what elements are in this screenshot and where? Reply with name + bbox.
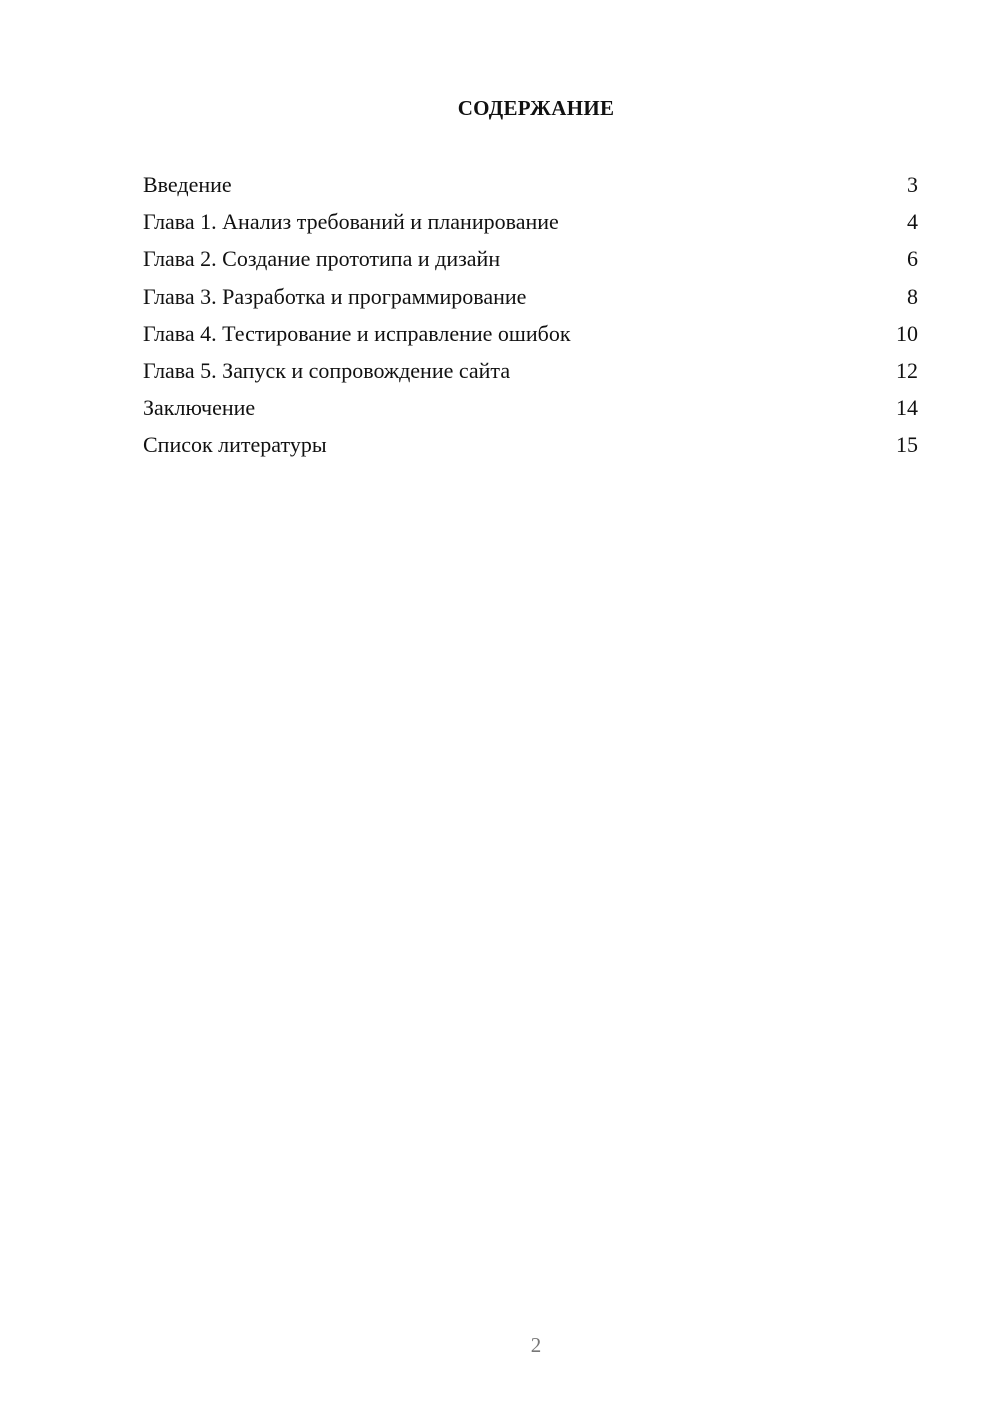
- toc-entry-title: Глава 5. Запуск и сопровождение сайта: [143, 357, 511, 383]
- toc-entry-page: 12: [896, 357, 918, 383]
- page-number: 2: [530, 1333, 542, 1357]
- table-of-contents: [143, 170, 918, 468]
- toc-entry: [143, 207, 918, 244]
- toc-entry: [143, 319, 918, 356]
- toc-entry-page: 6: [907, 246, 918, 272]
- toc-entry: [143, 282, 918, 319]
- toc-entry-title: Глава 1. Анализ требований и планирование: [143, 209, 559, 235]
- toc-entry-page: 3: [907, 172, 918, 197]
- toc-entry-page: 15: [896, 432, 918, 458]
- toc-entry: [143, 430, 918, 467]
- toc-entry: [143, 393, 918, 430]
- toc-entry: [143, 170, 918, 207]
- toc-entry-page: 14: [896, 395, 918, 421]
- toc-entry: [143, 356, 918, 393]
- toc-entry-title: Глава 2. Создание прототипа и дизайн: [143, 246, 501, 272]
- toc-entry-title: Глава 3. Разработка и программирование: [143, 283, 527, 309]
- toc-entry-page: 10: [896, 320, 918, 346]
- toc-entry-title: Заключение: [143, 395, 256, 421]
- toc-entry-title: Введение: [143, 172, 232, 197]
- toc-entry-page: 4: [907, 209, 918, 235]
- toc-entry-title: Глава 4. Тестирование и исправление ошибок: [143, 320, 571, 346]
- toc-entry-title: Список литературы: [143, 432, 327, 458]
- toc-entry: [143, 244, 918, 281]
- page-title: СОДЕРЖАНИЕ: [457, 96, 615, 120]
- toc-entry-page: 8: [907, 283, 918, 309]
